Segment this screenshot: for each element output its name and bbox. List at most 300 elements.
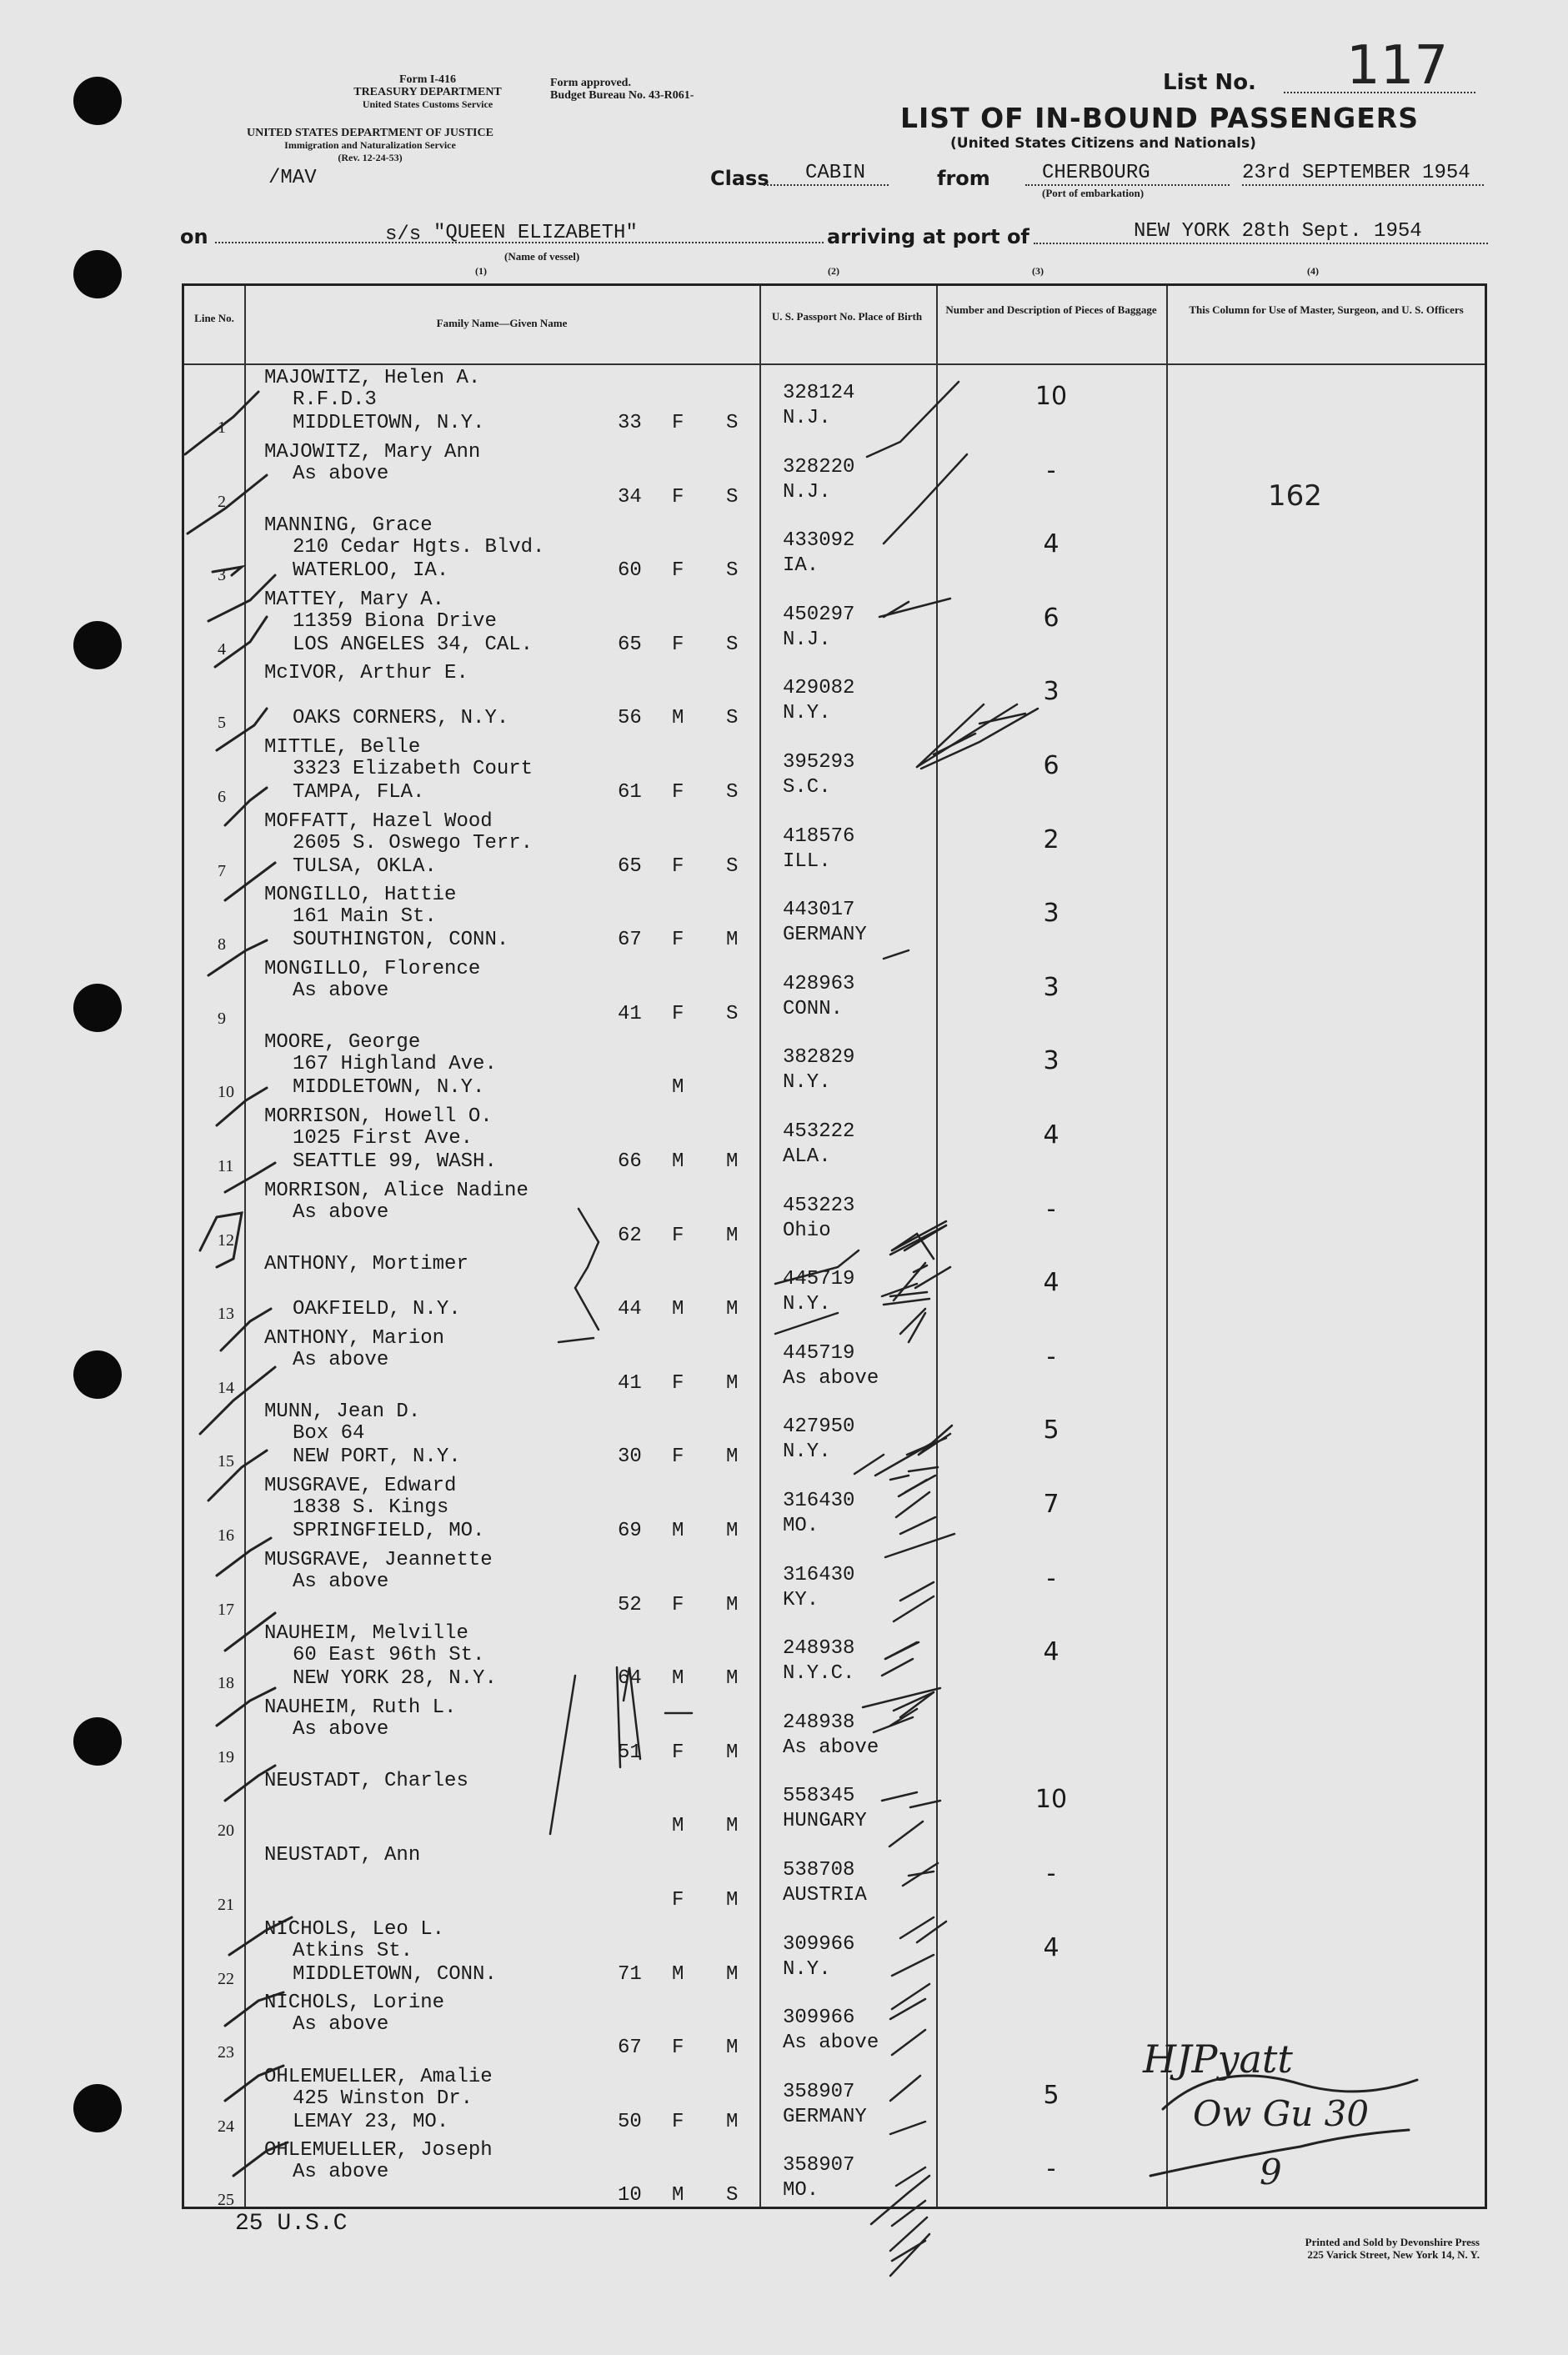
on-label: on xyxy=(180,225,208,248)
passenger-table xyxy=(182,283,1487,2209)
table-row xyxy=(184,1619,1490,1695)
passenger-age: 71 xyxy=(618,1962,642,1986)
punch-hole xyxy=(73,984,122,1032)
passenger-name: MUSGRAVE, Edward xyxy=(264,1475,457,1497)
baggage-count: 5 xyxy=(1043,2080,1060,2110)
printer-line-1: Printed and Sold by Devonshire Press xyxy=(1305,2236,1480,2248)
place-of-birth: Ohio xyxy=(783,1219,831,1242)
line-number: 21 xyxy=(218,1896,234,1914)
passenger-city: LOS ANGELES 34, CAL. xyxy=(293,633,534,656)
passenger-sex: F xyxy=(672,1741,684,1764)
passenger-age: 51 xyxy=(618,1741,642,1764)
column-marker-4: (4) xyxy=(1307,265,1319,277)
place-of-birth: MO. xyxy=(783,1515,819,1537)
passport-number: 328220 xyxy=(783,455,855,479)
passenger-city: NEW YORK 28, N.Y. xyxy=(293,1667,497,1691)
margin-number: 162 xyxy=(1268,479,1322,513)
passenger-age: 60 xyxy=(618,559,642,583)
line-number: 9 xyxy=(218,1009,226,1028)
passenger-marital-status: S xyxy=(726,485,739,509)
passenger-age: 61 xyxy=(618,781,642,804)
passenger-age: 41 xyxy=(618,1002,642,1025)
passenger-name: MUSGRAVE, Jeannette xyxy=(264,1548,493,1571)
place-of-birth: GERMANY xyxy=(783,2105,867,2128)
place-of-birth: N.Y. xyxy=(783,1293,831,1316)
passport-number: 453223 xyxy=(783,1194,855,1217)
passenger-address: As above xyxy=(293,979,389,1002)
passenger-sex: M xyxy=(672,1150,684,1173)
table-row xyxy=(184,511,1490,587)
line-number: 5 xyxy=(218,714,226,733)
passenger-city: MIDDLETOWN, CONN. xyxy=(293,1962,497,1986)
passenger-name: ANTHONY, Mortimer xyxy=(264,1253,468,1276)
passenger-sex: F xyxy=(672,854,684,878)
table-row xyxy=(184,1102,1490,1178)
passenger-age: 34 xyxy=(618,485,642,509)
passport-number: 248938 xyxy=(783,1637,855,1661)
passenger-address: 1838 S. Kings xyxy=(293,1496,449,1519)
place-of-birth: ALA. xyxy=(783,1145,831,1168)
passenger-age: 56 xyxy=(618,707,642,730)
class-value: CABIN xyxy=(764,162,889,186)
baggage-count: 4 xyxy=(1043,1120,1060,1150)
passenger-marital-status: S xyxy=(726,2184,739,2207)
passenger-name: NEUSTADT, Charles xyxy=(264,1770,468,1793)
passenger-age: 10 xyxy=(618,2184,642,2207)
passenger-city: SPRINGFIELD, MO. xyxy=(293,1520,485,1542)
passenger-marital-status: M xyxy=(726,929,739,952)
passenger-sex: F xyxy=(672,1002,684,1025)
table-row xyxy=(184,1841,1490,1917)
passenger-marital-status: M xyxy=(726,1889,739,1912)
passenger-name: MANNING, Grace xyxy=(264,514,433,538)
passenger-city: MIDDLETOWN, N.Y. xyxy=(293,1076,485,1100)
line-number: 7 xyxy=(218,861,226,880)
punch-hole xyxy=(73,1350,122,1399)
table-row xyxy=(184,1546,1490,1621)
passport-number: 427950 xyxy=(783,1416,855,1439)
passenger-sex: M xyxy=(672,1076,684,1100)
place-of-birth: N.Y. xyxy=(783,1957,831,1981)
passenger-age: 30 xyxy=(618,1446,642,1469)
table-row xyxy=(184,1471,1490,1547)
table-row xyxy=(184,733,1490,809)
passenger-address: As above xyxy=(293,462,389,485)
passenger-city: OAKS CORNERS, N.Y. xyxy=(293,707,509,730)
table-row xyxy=(184,1176,1490,1252)
passenger-sex: F xyxy=(672,781,684,804)
line-number: 13 xyxy=(218,1305,234,1324)
passenger-address: As above xyxy=(293,1200,389,1224)
passenger-marital-status: M xyxy=(726,1962,739,1986)
passenger-sex: F xyxy=(672,412,684,434)
vessel-label: (Name of vessel) xyxy=(504,250,580,263)
passport-number: 358907 xyxy=(783,2080,855,2103)
passenger-age: 67 xyxy=(618,929,642,952)
passport-number: 433092 xyxy=(783,529,855,553)
table-row xyxy=(184,1397,1490,1473)
place-of-birth: As above xyxy=(783,1366,879,1390)
table-row xyxy=(184,1693,1490,1769)
ins-label: Immigration and Naturalization Service xyxy=(284,139,456,151)
line-number: 19 xyxy=(218,1747,234,1766)
punch-hole xyxy=(73,250,122,298)
passenger-age: 65 xyxy=(618,854,642,878)
passenger-city: OAKFIELD, N.Y. xyxy=(293,1298,461,1321)
baggage-count: 4 xyxy=(1043,1637,1060,1667)
line-number: 10 xyxy=(218,1083,234,1102)
form-number: Form I-416 xyxy=(398,73,457,86)
passport-number: 453222 xyxy=(783,1120,855,1143)
passenger-marital-status: S xyxy=(726,412,739,434)
passenger-name: MORRISON, Howell O. xyxy=(264,1105,493,1128)
passenger-address: 60 East 96th St. xyxy=(293,1644,485,1667)
passenger-address: Box 64 xyxy=(293,1422,365,1446)
table-row xyxy=(184,1250,1490,1325)
passenger-name: MONGILLO, Florence xyxy=(264,957,481,980)
line-number: 15 xyxy=(218,1452,234,1471)
passport-number: 328124 xyxy=(783,382,855,404)
passenger-address: As above xyxy=(293,1717,389,1741)
passenger-address: R.F.D.3 xyxy=(293,388,377,411)
place-of-birth: N.Y. xyxy=(783,1441,831,1464)
passenger-address: As above xyxy=(293,1348,389,1371)
place-of-birth: AUSTRIA xyxy=(783,1884,867,1907)
footer-code: 25 U.S.C xyxy=(235,2211,348,2237)
table-row xyxy=(184,659,1490,734)
passenger-address: As above xyxy=(293,2161,389,2184)
passenger-age: 44 xyxy=(618,1298,642,1321)
line-number: 20 xyxy=(218,1821,234,1841)
baggage-count: 6 xyxy=(1043,603,1060,633)
passenger-address: 425 Winston Dr. xyxy=(293,2087,473,2110)
passport-number: 538708 xyxy=(783,1859,855,1881)
passenger-marital-status: M xyxy=(726,1371,739,1395)
place-of-birth: N.Y. xyxy=(783,1071,831,1095)
passenger-name: MAJOWITZ, Helen A. xyxy=(264,367,481,389)
passenger-name: MATTEY, Mary A. xyxy=(264,588,445,611)
passport-number: 443017 xyxy=(783,899,855,922)
table-row xyxy=(184,363,1490,439)
budget-bureau: Budget Bureau No. 43-R061- xyxy=(550,89,694,102)
passenger-name: NEUSTADT, Ann xyxy=(264,1844,421,1866)
passenger-address: As above xyxy=(293,2013,389,2037)
place-of-birth: N.J. xyxy=(783,480,831,504)
passenger-city: SEATTLE 99, WASH. xyxy=(293,1150,497,1173)
table-row xyxy=(184,807,1490,883)
passenger-city: LEMAY 23, MO. xyxy=(293,2110,449,2133)
place-of-birth: N.Y.C. xyxy=(783,1662,855,1686)
passenger-name: ANTHONY, Marion xyxy=(264,1326,445,1350)
baggage-count: - xyxy=(1046,1194,1056,1224)
passenger-address: 11359 Biona Drive xyxy=(293,609,497,633)
passenger-sex: F xyxy=(672,1889,684,1912)
passenger-marital-status: M xyxy=(726,1224,739,1247)
passenger-sex: F xyxy=(672,2037,684,2060)
place-of-birth: N.J. xyxy=(783,628,831,651)
baggage-count: 2 xyxy=(1043,824,1060,854)
passport-number: 248938 xyxy=(783,1711,855,1734)
officer-signature: HJPyatt xyxy=(1143,2037,1293,2082)
passenger-sex: F xyxy=(672,1371,684,1395)
passenger-name: MONGILLO, Hattie xyxy=(264,884,457,907)
baggage-count: 4 xyxy=(1043,1932,1060,1962)
embarkation-label: (Port of embarkation) xyxy=(1042,187,1145,199)
revision-label: (Rev. 12-24-53) xyxy=(338,152,403,163)
passenger-name: MOORE, George xyxy=(264,1031,421,1055)
passport-number: 428963 xyxy=(783,972,855,995)
passenger-name: MAJOWITZ, Mary Ann xyxy=(264,440,481,463)
place-of-birth: GERMANY xyxy=(783,924,867,947)
line-number: 14 xyxy=(218,1378,234,1397)
clerk-initials: /MAV xyxy=(268,167,317,189)
officer-signature-date: Ow Gu 30 xyxy=(1193,2093,1370,2134)
from-label: from xyxy=(937,167,990,190)
baggage-count: - xyxy=(1046,1563,1056,1593)
line-number: 6 xyxy=(218,788,226,806)
table-row xyxy=(184,1988,1490,2064)
column-header-line: Line No. xyxy=(194,312,234,324)
passenger-marital-status: S xyxy=(726,559,739,583)
line-number: 22 xyxy=(218,1969,234,1988)
passenger-name: MOFFATT, Hazel Wood xyxy=(264,809,493,833)
passenger-name: NICHOLS, Leo L. xyxy=(264,1917,445,1941)
passenger-sex: F xyxy=(672,2110,684,2133)
place-of-birth: N.J. xyxy=(783,407,831,429)
passenger-sex: F xyxy=(672,1593,684,1616)
passport-number: 445719 xyxy=(783,1268,855,1291)
passport-number: 445719 xyxy=(783,1341,855,1365)
passenger-age: 66 xyxy=(618,1150,642,1173)
passenger-marital-status: M xyxy=(726,1150,739,1173)
passenger-name: McIVOR, Arthur E. xyxy=(264,662,468,685)
form-approved: Form approved. xyxy=(550,77,631,89)
class-label: Class xyxy=(710,167,769,190)
passport-number: 309966 xyxy=(783,2007,855,2030)
place-of-birth: N.Y. xyxy=(783,702,831,725)
passenger-sex: F xyxy=(672,633,684,656)
justice-label: UNITED STATES DEPARTMENT OF JUSTICE xyxy=(247,127,493,139)
passenger-sex: M xyxy=(672,1815,684,1838)
passport-number: 395293 xyxy=(783,751,855,774)
table-row xyxy=(184,955,1490,1030)
passport-number: 316430 xyxy=(783,1563,855,1586)
passenger-sex: F xyxy=(672,929,684,952)
line-number: 17 xyxy=(218,1600,234,1619)
passenger-name: MORRISON, Alice Nadine xyxy=(264,1179,529,1202)
line-number: 23 xyxy=(218,2043,234,2062)
punch-hole xyxy=(73,2084,122,2132)
passenger-age: 62 xyxy=(618,1224,642,1247)
vessel-name: "QUEEN ELIZABETH" xyxy=(433,222,638,244)
passport-number: 358907 xyxy=(783,2154,855,2177)
table-row xyxy=(184,1766,1490,1842)
passenger-sex: F xyxy=(672,1446,684,1469)
passenger-city: NEW PORT, N.Y. xyxy=(293,1446,461,1469)
passenger-marital-status: S xyxy=(726,1002,739,1025)
passenger-sex: M xyxy=(672,2184,684,2207)
passenger-name: NICHOLS, Lorine xyxy=(264,1992,445,2015)
passenger-marital-status: M xyxy=(726,1815,739,1838)
line-number: 8 xyxy=(218,935,226,955)
line-number: 3 xyxy=(218,566,226,585)
vessel-prefix: s/s xyxy=(385,223,422,246)
passenger-sex: F xyxy=(672,485,684,509)
officer-signature-mark: 9 xyxy=(1260,2152,1282,2192)
baggage-count: 3 xyxy=(1043,677,1060,707)
list-number: 117 xyxy=(1346,35,1449,97)
baggage-count: 4 xyxy=(1043,529,1060,559)
passport-number: 429082 xyxy=(783,677,855,700)
table-row xyxy=(184,1028,1490,1104)
line-number: 18 xyxy=(218,1674,234,1693)
passenger-city: TAMPA, FLA. xyxy=(293,781,425,804)
line-number: 4 xyxy=(218,639,226,659)
table-row xyxy=(184,1915,1490,1991)
passenger-age: 65 xyxy=(618,633,642,656)
passenger-age: 33 xyxy=(618,412,642,434)
line-number: 11 xyxy=(218,1157,234,1175)
passenger-marital-status: M xyxy=(726,1667,739,1691)
passenger-marital-status: S xyxy=(726,781,739,804)
passenger-sex: M xyxy=(672,1667,684,1691)
passenger-name: MUNN, Jean D. xyxy=(264,1400,421,1424)
line-number: 2 xyxy=(218,492,226,511)
passenger-marital-status: M xyxy=(726,2110,739,2133)
passenger-age: 52 xyxy=(618,1593,642,1616)
passenger-marital-status: M xyxy=(726,1593,739,1616)
place-of-birth: IA. xyxy=(783,554,819,578)
column-marker-2: (2) xyxy=(828,265,839,277)
passenger-address: 167 Highland Ave. xyxy=(293,1053,497,1076)
passenger-marital-status: M xyxy=(726,2037,739,2060)
place-of-birth: MO. xyxy=(783,2179,819,2202)
baggage-count: 3 xyxy=(1043,972,1060,1002)
passenger-name: NAUHEIM, Ruth L. xyxy=(264,1696,457,1719)
embarkation-date: 23rd SEPTEMBER 1954 xyxy=(1242,162,1484,186)
baggage-count: 7 xyxy=(1043,1490,1060,1519)
column-header-name: Family Name—Given Name xyxy=(436,317,568,329)
line-number: 25 xyxy=(218,2191,234,2210)
place-of-birth: As above xyxy=(783,2032,879,2055)
passenger-name: MITTLE, Belle xyxy=(264,736,421,759)
baggage-count: - xyxy=(1046,1859,1056,1888)
passenger-address: 161 Main St. xyxy=(293,905,437,929)
passport-number: 382829 xyxy=(783,1046,855,1070)
passenger-age: 69 xyxy=(618,1520,642,1542)
arriving-label: arriving at port of xyxy=(827,225,1029,248)
passenger-marital-status: S xyxy=(726,707,739,730)
column-header-officers: This Column for Use of Master, Surgeon, and U. S. Officers xyxy=(1189,303,1464,316)
passenger-marital-status: M xyxy=(726,1446,739,1469)
baggage-count: 5 xyxy=(1043,1416,1060,1446)
list-number-label: List No. xyxy=(1163,70,1256,95)
passenger-name: NAUHEIM, Melville xyxy=(264,1622,468,1646)
line-number: 24 xyxy=(218,2117,234,2136)
column-header-baggage: Number and Description of Pieces of Baggage xyxy=(945,303,1157,316)
column-marker-3: (3) xyxy=(1032,265,1044,277)
passport-number: 558345 xyxy=(783,1785,855,1808)
place-of-birth: S.C. xyxy=(783,776,831,799)
baggage-count: 10 xyxy=(1034,382,1068,411)
place-of-birth: CONN. xyxy=(783,997,844,1020)
baggage-count: 3 xyxy=(1043,1046,1060,1076)
passport-number: 418576 xyxy=(783,824,855,848)
baggage-count: - xyxy=(1046,455,1056,485)
passenger-sex: M xyxy=(672,707,684,730)
baggage-count: - xyxy=(1046,2154,1056,2184)
passenger-city: MIDDLETOWN, N.Y. xyxy=(293,412,485,434)
passenger-city: TULSA, OKLA. xyxy=(293,854,437,878)
passenger-age: 50 xyxy=(618,2110,642,2133)
passport-number: 450297 xyxy=(783,603,855,626)
passport-number: 316430 xyxy=(783,1490,855,1512)
place-of-birth: ILL. xyxy=(783,849,831,873)
passport-number: 309966 xyxy=(783,1932,855,1956)
passenger-age: 41 xyxy=(618,1371,642,1395)
passenger-age: 64 xyxy=(618,1667,642,1691)
passenger-address: 210 Cedar Hgts. Blvd. xyxy=(293,536,545,559)
passenger-address: Atkins St. xyxy=(293,1939,413,1962)
printer-line-2: 225 Varick Street, New York 14, N. Y. xyxy=(1307,2248,1480,2261)
page-title: LIST OF IN-BOUND PASSENGERS xyxy=(900,102,1419,134)
arrival-port-date: NEW YORK 28th Sept. 1954 xyxy=(1034,220,1488,244)
line-number: 12 xyxy=(218,1230,234,1250)
page-subtitle: (United States Citizens and Nationals) xyxy=(950,135,1256,152)
passenger-sex: M xyxy=(672,1520,684,1542)
baggage-count: 3 xyxy=(1043,899,1060,929)
passenger-address: As above xyxy=(293,1570,389,1593)
punch-hole xyxy=(73,77,122,125)
baggage-count: - xyxy=(1046,1341,1056,1371)
baggage-count: 4 xyxy=(1043,1268,1060,1298)
passenger-marital-status: M xyxy=(726,1298,739,1321)
passenger-marital-status: M xyxy=(726,1741,739,1764)
table-row xyxy=(184,585,1490,661)
baggage-count: 6 xyxy=(1043,751,1060,780)
passenger-sex: M xyxy=(672,1298,684,1321)
passenger-city: WATERLOO, IA. xyxy=(293,559,449,583)
embarkation-port: CHERBOURG xyxy=(1025,162,1230,186)
punch-hole xyxy=(73,621,122,669)
place-of-birth: HUNGARY xyxy=(783,1810,867,1833)
column-header-passport: U. S. Passport No. Place of Birth xyxy=(771,310,923,323)
punch-hole xyxy=(73,1717,122,1766)
table-row xyxy=(184,880,1490,956)
passenger-marital-status: S xyxy=(726,854,739,878)
passenger-sex: F xyxy=(672,1224,684,1247)
column-marker-1: (1) xyxy=(475,265,487,277)
customs-label: United States Customs Service xyxy=(362,98,493,110)
baggage-count: 10 xyxy=(1034,1785,1068,1815)
place-of-birth: As above xyxy=(783,1736,879,1759)
table-row xyxy=(184,1324,1490,1400)
passenger-address: 2605 S. Oswego Terr. xyxy=(293,831,534,854)
passenger-sex: F xyxy=(672,559,684,583)
passenger-age: 67 xyxy=(618,2037,642,2060)
passenger-address: 1025 First Ave. xyxy=(293,1127,473,1150)
passenger-marital-status: S xyxy=(726,633,739,656)
passenger-name: OHLEMUELLER, Joseph xyxy=(264,2139,493,2162)
passenger-sex: M xyxy=(672,1962,684,1986)
table-row xyxy=(184,2136,1490,2212)
passenger-city: SOUTHINGTON, CONN. xyxy=(293,929,509,952)
passenger-name: OHLEMUELLER, Amalie xyxy=(264,2065,493,2088)
treasury-label: TREASURY DEPARTMENT xyxy=(353,86,502,98)
line-number: 1 xyxy=(218,418,226,437)
passenger-marital-status: M xyxy=(726,1520,739,1542)
line-number: 16 xyxy=(218,1526,234,1545)
